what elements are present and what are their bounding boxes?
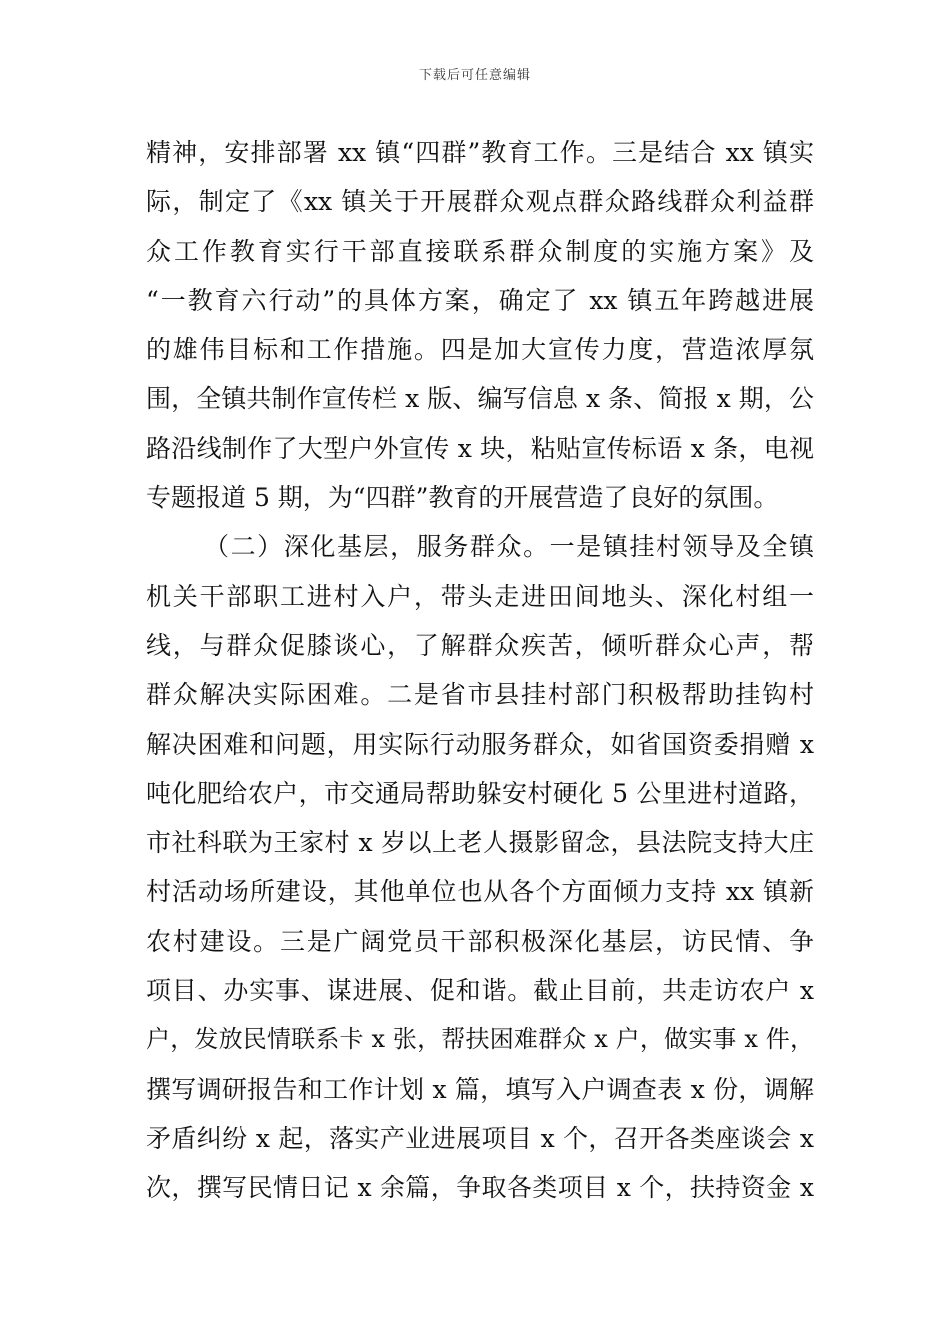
page-header: 下载后可任意编辑 <box>418 68 531 83</box>
document-body <box>146 128 814 1213</box>
paragraph-line: 众工作教育实行干部直接联系群众制度的实施方案》及 <box>146 236 814 266</box>
paragraph-line: 解决困难和问题，用实际行动服务群众，如省国资委捐赠 x <box>146 729 814 759</box>
paragraph-line: 吨化肥给农户，市交通局帮助躲安村硬化 5 公里进村道路， <box>146 778 814 808</box>
paragraph-line: 户，发放民情联系卡 x 张，帮扶困难群众 x 户，做实事 x 件， <box>146 1025 814 1054</box>
paragraph-line: 路沿线制作了大型户外宣传 x 块，粘贴宣传标语 x 条，电视 <box>146 433 814 463</box>
paragraph-line: 精神，安排部署 xx 镇“四群”教育工作。三是结合 xx 镇实 <box>146 138 814 167</box>
paragraph-line: 农村建设。三是广阔党员干部积极深化基层，访民情、争 <box>146 926 814 956</box>
paragraph-line: 围，全镇共制作宣传栏 x 版、编写信息 x 条、简报 x 期，公 <box>146 384 814 414</box>
paragraph-line: 机关干部职工进村入户，带头走进田间地头、深化村组一 <box>146 581 814 611</box>
paragraph-line: （二）深化基层，服务群众。一是镇挂村领导及全镇 <box>204 532 814 562</box>
paragraph-line: 际，制定了《xx 镇关于开展群众观点群众路线群众利益群 <box>146 187 814 217</box>
paragraph-line: 次，撰写民情日记 x 余篇，争取各类项目 x 个，扶持资金 x <box>146 1173 814 1203</box>
paragraph-line: 市社科联为王家村 x 岁以上老人摄影留念，县法院支持大庄 <box>146 828 814 858</box>
paragraph-line: “一教育六行动”的具体方案，确定了 xx 镇五年跨越进展 <box>146 285 814 315</box>
paragraph-line: 矛盾纠纷 x 起，落实产业进展项目 x 个，召开各类座谈会 x <box>146 1123 814 1153</box>
paragraph-line: 的雄伟目标和工作措施。四是加大宣传力度，营造浓厚氛 <box>146 335 814 365</box>
paragraph-line: 群众解决实际困难。二是省市县挂村部门积极帮助挂钩村 <box>146 680 814 710</box>
paragraph-line: 项目、办实事、谋进展、促和谐。截止目前，共走访农户 x <box>146 976 814 1006</box>
paragraph-line: 线，与群众促膝谈心，了解群众疾苦，倾听群众心声，帮 <box>146 630 814 660</box>
paragraph-line: 村活动场所建设，其他单位也从各个方面倾力支持 xx 镇新 <box>146 877 814 907</box>
paragraph-line: 撰写调研报告和工作计划 x 篇，填写入户调查表 x 份，调解 <box>146 1074 814 1104</box>
paragraph-line: 专题报道 5 期，为“四群”教育的开展营造了良好的氛围。 <box>146 483 779 513</box>
